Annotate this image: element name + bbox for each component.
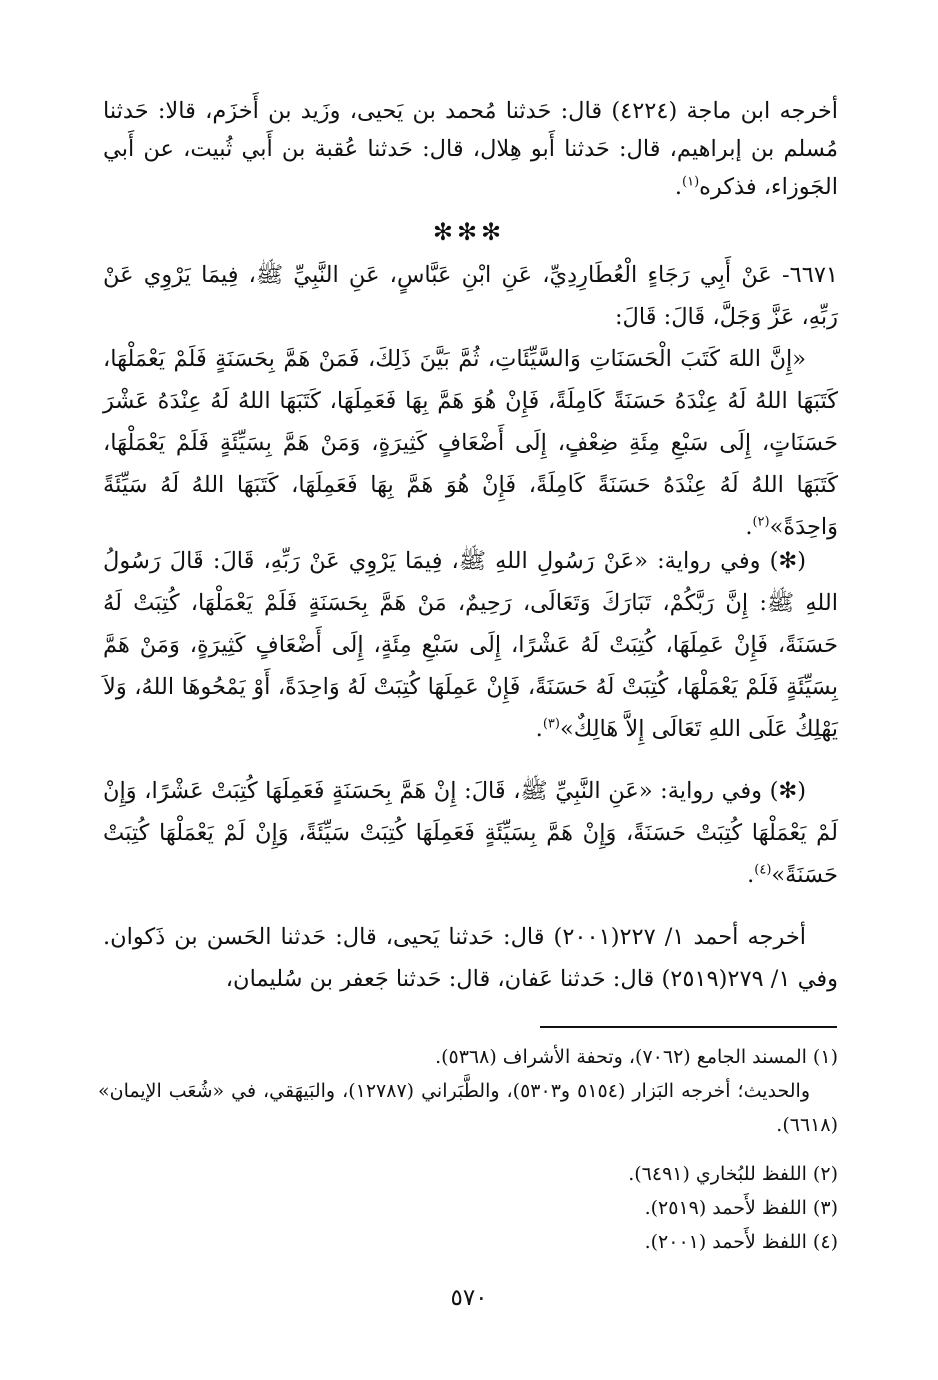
hadith-text: «إِنَّ اللهَ كَتَبَ الْحَسَنَاتِ وَالسَّيِّئَاتِ، ثُمَّ بَيَّنَ ذَلِكَ، فَمَنْ هَمَّ بِحَسَنَةٍ فَلَمْ يَعْمَلْهَا، كَتَبَهَا اللهُ لَهُ عِنْدَهُ حَسَنَةً كَامِلَةً، فَإِنْ هُوَ هَمَّ بِهَا فَعَمِلَهَا، كَتَبَهَا اللهُ لَهُ عِنْدَهُ عَشْرَ حَسَنَاتٍ، إِلَى سَبْعِ مِئَةِ ضِعْفٍ، إِلَى أَضْعَافٍ كَثِيرَةٍ، وَمَنْ هَمَّ بِسَيِّئَةٍ فَلَمْ يَعْمَلْهَا، كَتَبَهَا اللهُ لَهُ عِنْدَهُ حَسَنَةً كَامِلَةً، فَإِنْ هُوَ هَمَّ بِهَا فَعَمِلَهَا، كَتَبَهَا اللهُ لَهُ سَيِّئَةً وَاحِدَةً»$^{(٢)}$. bbox=[103, 346, 838, 540]
footnote-ref: (٣) bbox=[542, 716, 560, 732]
riwaya-2: (✻) وفي رواية: «عَنِ النَّبِيِّ ﷺ، قَالَ: إِنْ هَمَّ بِحَسَنَةٍ فَعَمِلَهَا كُتِبَتْ عَشْرًا، وَإِنْ لَمْ يَعْمَلْهَا كُتِبَتْ حَسَنَةً، وَإِنْ هَمَّ بِسَيِّئَةٍ فَعَمِلَهَا كُتِبَتْ سَيِّئَةً، وَإِنْ لَمْ يَعْمَلْهَا كُتِبَتْ حَسَنَةً»$^{(٤)}$. bbox=[103, 778, 838, 888]
footnote-ref: (٢) bbox=[752, 514, 770, 530]
footnote-separator bbox=[540, 1026, 837, 1028]
footnote-1: (١) المسند الجامع (٧٠٦٢)، وتحفة الأشراف (٥٣٦٨). bbox=[435, 1046, 838, 1068]
footnote-ref: (١) bbox=[682, 174, 700, 190]
takhrij-paragraph-top: أخرجه ابن ماجة (٤٢٢٤) قال: حَدثنا مُحمد بن يَحيى، وزَيد بن أَخزَم، قالا: حَدثنا مُسلم بن إبراهيم، قال: حَدثنا أَبو هِلال، قال: حَدثنا عُقبة بن أَبي ثُبيت، عن أَبي الجَوزاء، فذكره$^{(١)}$. bbox=[103, 98, 838, 200]
takhrij-paragraph-bottom: أخرجه أحمد ١/ ٢٢٧(٢٠٠١) قال: حَدثنا يَحيى، قال: حَدثنا الحَسن بن ذَكوان. وفي ١/ ٢٧٩(٢٥١٩) قال: حَدثنا عَفان، قال: حَدثنا جَعفر بن سُليمان، bbox=[103, 924, 838, 992]
footnote-4: (٤) اللفظ لأَحمد (٢٠٠١). bbox=[644, 1231, 838, 1253]
hadith-intro: ٦٦٧١- عَنْ أَبِي رَجَاءٍ الْعُطَارِدِيِّ، عَنِ ابْنِ عَبَّاسٍ، عَنِ النَّبِيِّ ﷺ، فِيمَا يَرْوِي عَنْ رَبِّهِ، عَزَّ وَجَلَّ، قَالَ: قَالَ: bbox=[103, 262, 838, 330]
hadith-block bbox=[103, 254, 838, 548]
page-number: ٥٧٠ bbox=[450, 1285, 488, 1311]
footnote-ref: (٤) bbox=[754, 862, 772, 878]
footnote-1-continued: والحديث؛ أخرجه البَزار (٥١٥٤ و٥٣٠٣)، والطَّبَراني (١٢٧٨٧)، والبَيهَقي، في «شُعَب الإيمان» (٦٦١٨). bbox=[98, 1080, 838, 1136]
section-separator-stars: ✻✻✻ bbox=[432, 218, 506, 246]
footnote-2: (٢) اللفظ للبُخاري (٦٤٩١). bbox=[628, 1163, 838, 1185]
footnote-3: (٣) اللفظ لأَحمد (٢٥١٩). bbox=[644, 1197, 838, 1219]
riwaya-1: (✻) وفي رواية: «عَنْ رَسُولِ اللهِ ﷺ، فِيمَا يَرْوِي عَنْ رَبِّهِ، قَالَ: قَالَ رَسُولُ اللهِ ﷺ: إِنَّ رَبَّكُمْ، تَبَارَكَ وَتَعَالَى، رَحِيمٌ، مَنْ هَمَّ بِحَسَنَةٍ فَلَمْ يَعْمَلْهَا، كُتِبَتْ لَهُ حَسَنَةً، فَإِنْ عَمِلَهَا، كُتِبَتْ لَهُ عَشْرًا، إِلَى سَبْعِ مِئَةٍ، إِلَى أَضْعَافٍ كَثِيرَةٍ، وَمَنْ هَمَّ بِسَيِّئَةٍ فَلَمْ يَعْمَلْهَا، كُتِبَتْ لَهُ حَسَنَةً، فَإِنْ عَمِلَهَا كُتِبَتْ لَهُ وَاحِدَةً، أَوْ يَمْحُوهَا اللهُ، وَلاَ يَهْلِكُ عَلَى اللهِ تَعَالَى إِلاَّ هَالِكٌ»$^{(٣)}$. bbox=[103, 548, 838, 742]
